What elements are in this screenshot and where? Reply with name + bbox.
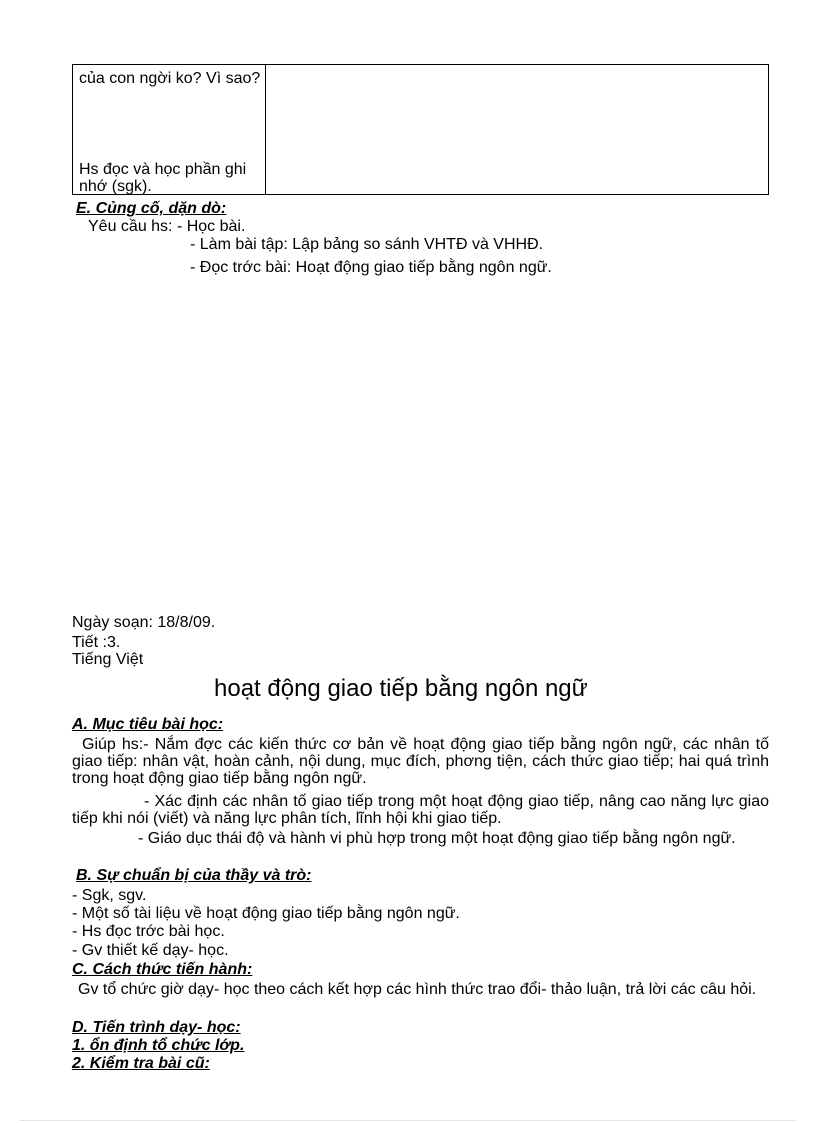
section-b-heading: B. Sự chuẩn bị của thầy và trò: <box>76 867 312 884</box>
section-a-paragraph-2: - Xác định các nhân tố giao tiếp trong một hoạt động giao tiếp, nâng cao năng lực giao tiếp khi nói (viết) và năng lực phân tích, lĩnh hội khi giao tiếp. <box>72 793 769 827</box>
section-c-paragraph: Gv tổ chức giờ dạy- học theo cách kết hợp các hình thức trao đổi- thảo luận, trả lời các câu hỏi. <box>78 981 757 998</box>
table-cell-question: của con ngời ko? Vì sao? <box>79 70 261 87</box>
lesson-table <box>72 64 769 195</box>
section-a-paragraph-1: Giúp hs:- Nắm đợc các kiến thức cơ bản về hoạt động giao tiếp bằng ngôn ngữ, các nhân tố giao tiếp: nhân vật, hoàn cảnh, nội dung, mục đích, phơng tiện, cách thức giao tiếp; hai quá trình trong hoạt động giao tiếp bằng ngôn ngữ. <box>72 736 769 787</box>
prep-date: Ngày soạn: 18/8/09. <box>72 614 216 631</box>
subject-label: Tiếng Việt <box>72 651 144 668</box>
section-b-item: - Sgk, sgv. <box>72 887 147 904</box>
section-e-line-2: - Làm bài tập: Lập bảng so sánh VHTĐ và VHHĐ. <box>190 236 544 253</box>
page-bottom-edge <box>20 1120 796 1121</box>
section-e-heading: E. Củng cố, dặn dò: <box>76 200 227 217</box>
section-d-item-1: 1. ổn định tổ chức lớp. <box>72 1037 245 1054</box>
section-a-paragraph-3: - Giáo dục thái độ và hành vi phù hợp trong một hoạt động giao tiếp bằng ngôn ngữ. <box>138 830 736 847</box>
section-b-item: - Một số tài liệu về hoạt động giao tiếp bằng ngôn ngữ. <box>72 905 460 922</box>
table-column-divider <box>265 65 266 194</box>
section-d-item-2: 2. Kiểm tra bài cũ: <box>72 1055 210 1072</box>
section-e-line-3: - Đọc trớc bài: Hoạt động giao tiếp bằng ngôn ngữ. <box>190 259 552 276</box>
section-b-item: - Gv thiết kế dạy- học. <box>72 942 229 959</box>
lesson-period: Tiết :3. <box>72 634 121 651</box>
section-b-item: - Hs đọc trớc bài học. <box>72 923 225 940</box>
table-cell-note: Hs đọc và học phần ghi nhớ (sgk). <box>79 161 247 195</box>
section-c-heading: C. Cách thức tiến hành: <box>72 961 253 978</box>
section-d-heading: D. Tiến trình dạy- học: <box>72 1019 241 1036</box>
lesson-title: hoạt động giao tiếp bằng ngôn ngữ <box>214 675 588 702</box>
section-a-heading: A. Mục tiêu bài học: <box>72 716 224 733</box>
section-e-line-1: Yêu cầu hs: - Học bài. <box>88 218 246 235</box>
